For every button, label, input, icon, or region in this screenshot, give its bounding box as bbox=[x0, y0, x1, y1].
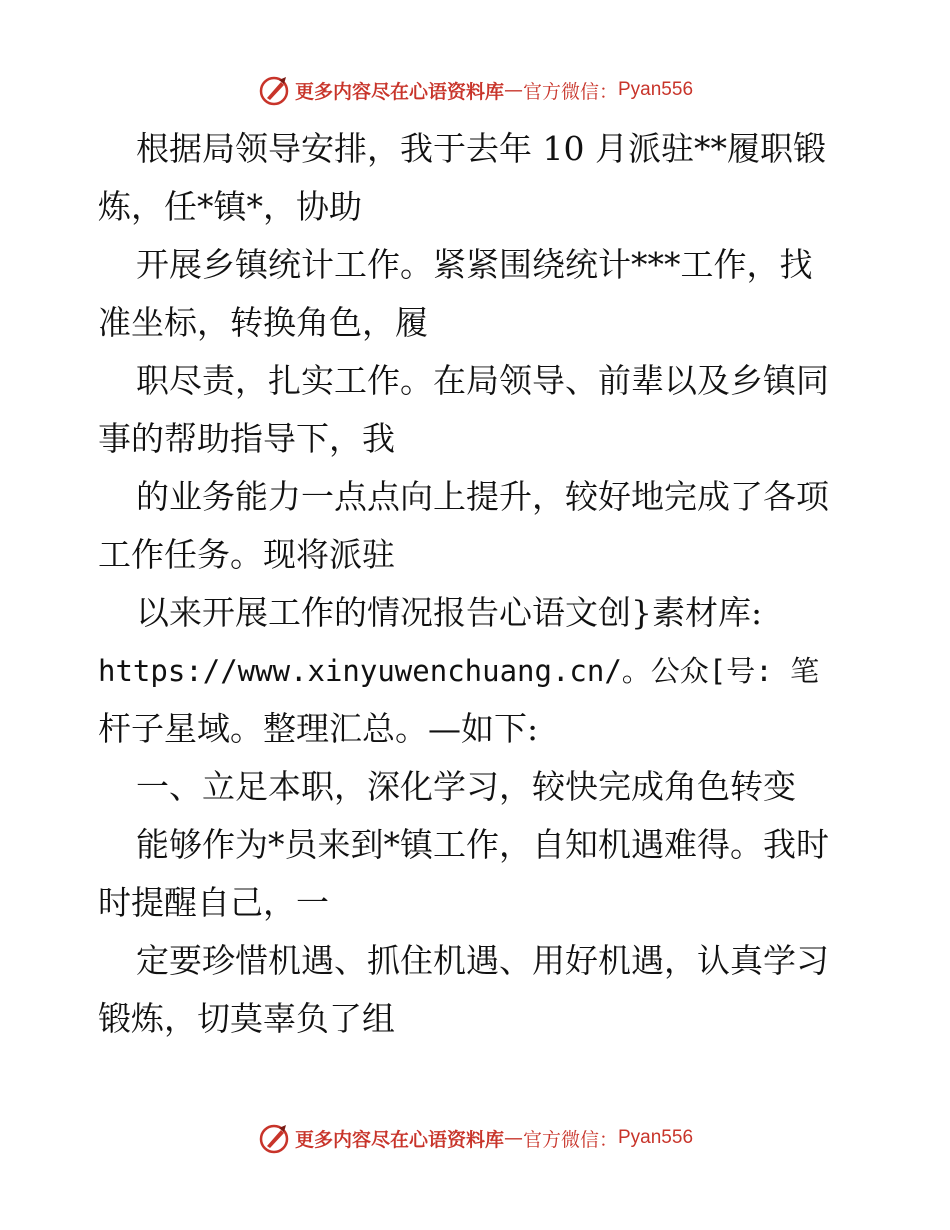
paragraph-line: 开展乡镇统计工作。紧紧围绕统计***工作，找 bbox=[136, 245, 813, 284]
header-wechat-id: Pyan556 bbox=[618, 79, 694, 100]
footer-brand-rest: 官方微信： bbox=[522, 1128, 618, 1151]
header-banner bbox=[0, 70, 950, 110]
paragraph-line: 职尽责，扎实工作。在局领导、前辈以及乡镇同 bbox=[136, 361, 829, 400]
paragraph-line-url: https://www.xinyuwenchuang.cn/。公众[号: 笔 bbox=[98, 654, 820, 688]
paragraph-line: 根据局领导安排，我于去年 10 月派驻**履职锻 bbox=[136, 129, 826, 168]
header-brand-rest: 官方微信： bbox=[522, 80, 618, 103]
paragraph-line: 锻炼，切莫辜负了组 bbox=[98, 999, 395, 1038]
quill-logo-icon bbox=[257, 1121, 291, 1155]
quill-logo-icon bbox=[257, 73, 291, 107]
paragraph-line: 事的帮助指导下，我 bbox=[98, 419, 395, 458]
header-separator: — bbox=[503, 79, 523, 101]
paragraph-line: 能够作为*员来到*镇工作，自知机遇难得。我时 bbox=[136, 825, 829, 864]
footer-brand-lead: 更多内容尽在心语资料库 bbox=[294, 1128, 504, 1151]
paragraph-line: 炼，任*镇*，协助 bbox=[98, 187, 362, 226]
paragraph-line: 定要珍惜机遇、抓住机遇、用好机遇，认真学习 bbox=[136, 941, 829, 980]
paragraph-line: 杆子星域。整理汇总。—如下: bbox=[98, 709, 539, 748]
paragraph-line: 准坐标，转换角色，履 bbox=[98, 303, 428, 342]
document-body bbox=[98, 120, 868, 1048]
paragraph-line: 的业务能力一点点向上提升，较好地完成了各项 bbox=[136, 477, 829, 516]
footer-wechat-id: Pyan556 bbox=[618, 1127, 694, 1148]
paragraph-line: 工作任务。现将派驻 bbox=[98, 535, 395, 574]
footer-separator: — bbox=[503, 1127, 523, 1149]
footer-banner bbox=[0, 1118, 950, 1158]
paragraph-line: 时提醒自己，一 bbox=[98, 883, 329, 922]
paragraph-line: 以来开展工作的情况报告心语文创}素材库: bbox=[136, 593, 763, 632]
section-heading: 一、立足本职，深化学习，较快完成角色转变 bbox=[136, 767, 796, 806]
header-brand-lead: 更多内容尽在心语资料库 bbox=[294, 80, 504, 103]
